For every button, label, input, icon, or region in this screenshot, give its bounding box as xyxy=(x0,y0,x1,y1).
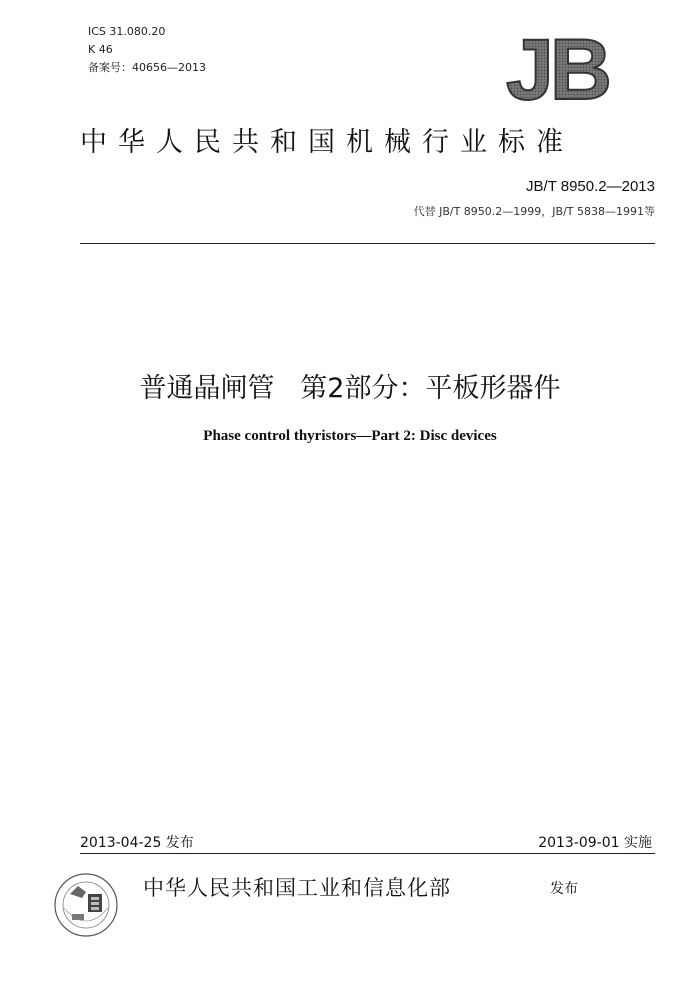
document-title-en: Phase control thyristors—Part 2: Disc devices xyxy=(203,428,497,444)
standard-organization: 中华人民共和国机械行业标准 xyxy=(80,127,574,158)
footer-divider xyxy=(80,853,655,854)
record-number: 备案号：40656—2013 xyxy=(88,61,206,74)
publisher-seal-icon xyxy=(52,872,120,938)
issuer-suffix: 发布 xyxy=(550,881,578,897)
replaces-note: 代替 JB/T 8950.2—1999，JB/T 5838—1991等 xyxy=(413,205,655,218)
implementation-date: 2013-09-01 实施 xyxy=(538,835,652,851)
jb-logo-text: JB xyxy=(506,27,608,105)
header-divider xyxy=(80,243,655,244)
issuing-authority: 中华人民共和国工业和信息化部 xyxy=(143,876,451,900)
standard-number: JB/T 8950.2—2013 xyxy=(526,178,655,195)
ics-code: ICS 31.080.20 xyxy=(88,25,166,38)
document-title-zh: 普通晶闸管 第2部分：平板形器件 xyxy=(139,373,561,404)
ccs-code: K 46 xyxy=(88,43,113,56)
publish-date: 2013-04-25 发布 xyxy=(80,835,194,851)
jb-logo xyxy=(492,27,622,105)
